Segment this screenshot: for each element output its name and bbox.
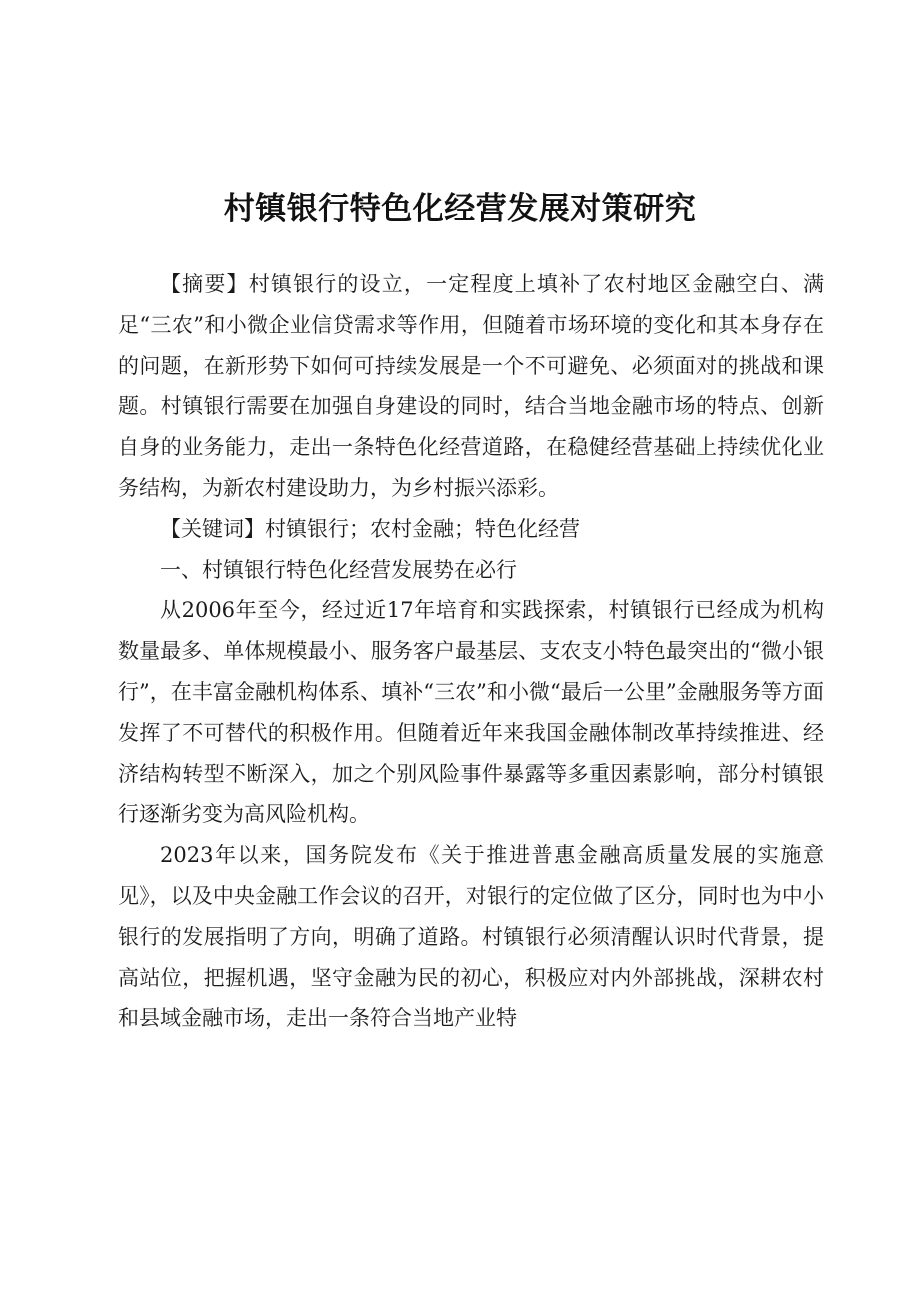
body-paragraph: 2023年以来，国务院发布《关于推进普惠金融高质量发展的实施意见》，以及中央金融工作会议的召开，对银行的定位做了区分，同时也为中小银行的发展指明了方向，明确了道路。村镇银行必须清醒认识时代背景，提高站位，把握机遇，坚守金融为民的初心，积极应对内外部挑战，深耕农村和县域金融市场，走出一条符合当地产业特: [118, 843, 824, 1031]
document-body: [118, 264, 824, 1039]
section-heading: 一、村镇银行特色化经营发展势在必行: [160, 557, 517, 582]
body-paragraph: 从2006年至今，经过近17年培育和实践探索，村镇银行已经成为机构数量最多、单体规模最小、服务客户最基层、支农支小特色最突出的“微小银行”，在丰富金融机构体系、填补“三农”和小微“最后一公里”金融服务等方面发挥了不可替代的积极作用。但随着近年来我国金融体制改革持续推进、经济结构转型不断深入，加之个别风险事件暴露等多重因素影响，部分村镇银行逐渐劣变为高风险机构。: [118, 598, 824, 827]
document-title: 村镇银行特色化经营发展对策研究: [223, 190, 697, 227]
abstract-paragraph: 【摘要】村镇银行的设立，一定程度上填补了农村地区金融空白、满足“三农”和小微企业信贷需求等作用，但随着市场环境的变化和其本身存在的问题，在新形势下如何可持续发展是一个不可避免、必须面对的挑战和课题。村镇银行需要在加强自身建设的同时，结合当地金融市场的特点、创新自身的业务能力，走出一条特色化经营道路，在稳健经营基础上持续优化业务结构，为新农村建设助力，为乡村振兴添彩。: [118, 272, 824, 500]
keywords-paragraph: 【关键词】村镇银行；农村金融；特色化经营: [160, 516, 580, 541]
